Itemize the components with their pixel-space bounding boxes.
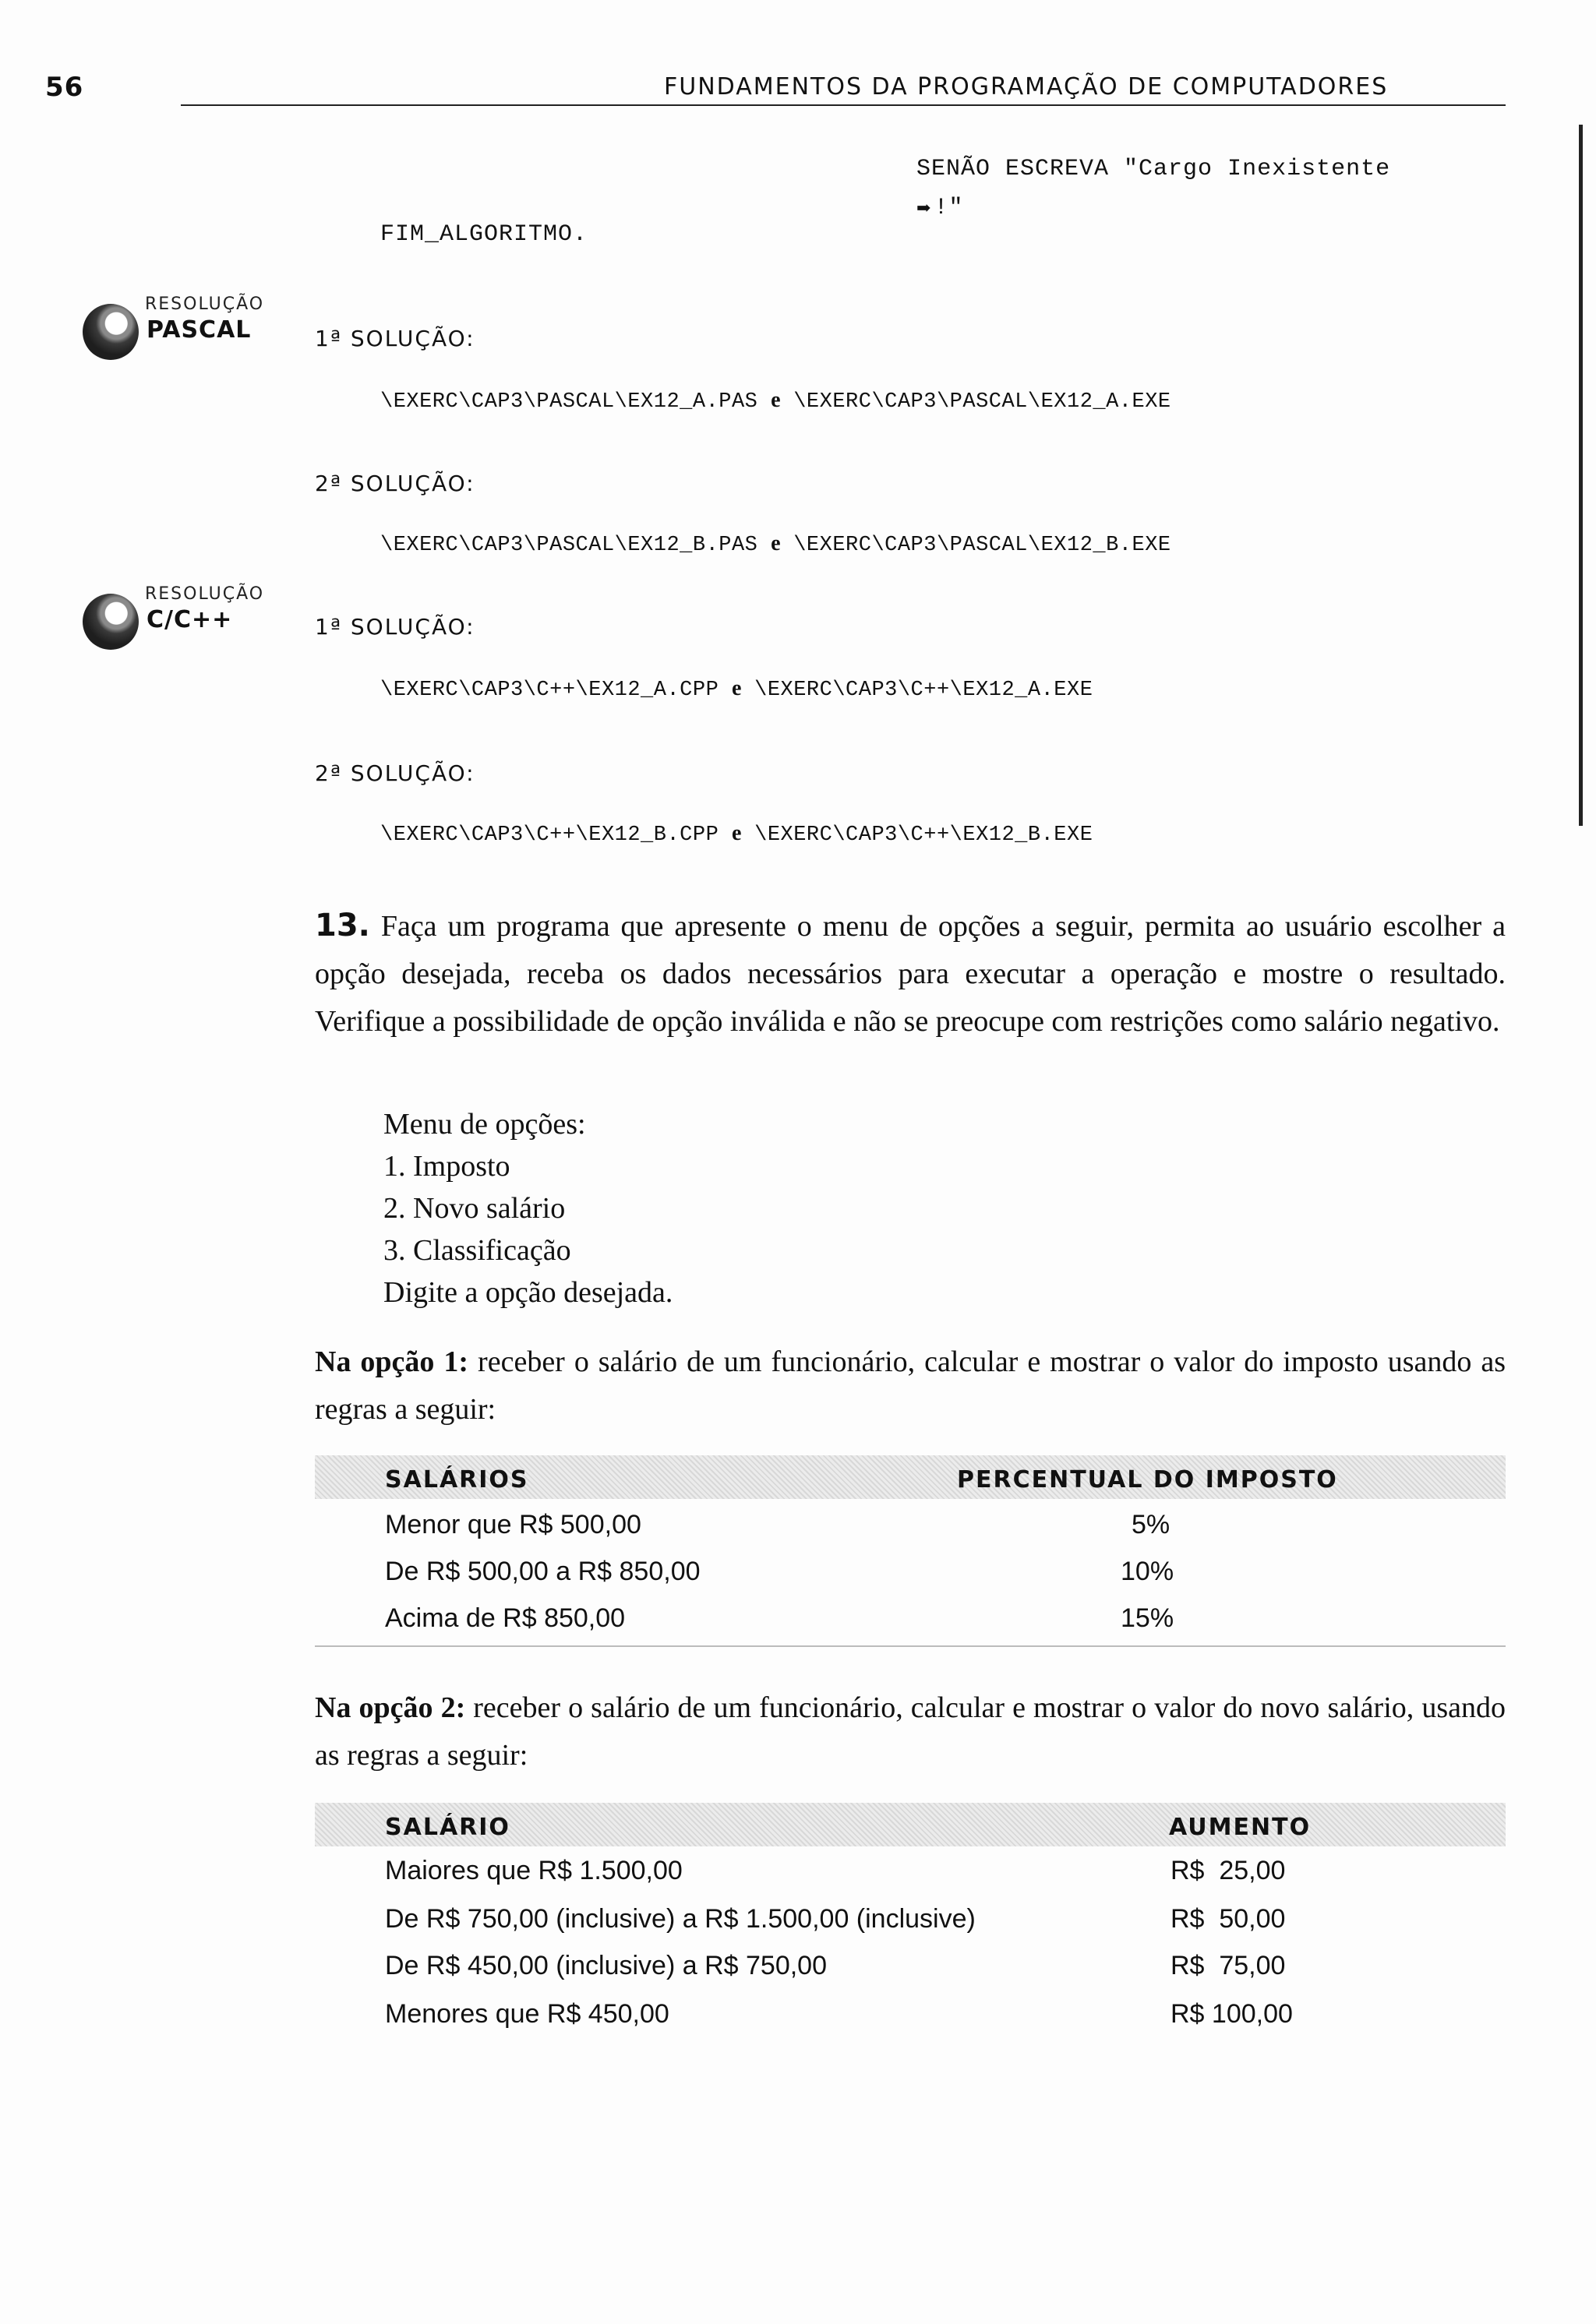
solution-label: 1ª SOLUÇÃO: [315, 326, 475, 351]
raise-amount-cell: R$ 100,00 [1171, 1999, 1293, 2029]
source-file: \EXERC\CAP3\C++\EX12_B.CPP [380, 823, 719, 847]
code-line: !" [934, 195, 964, 221]
executable-file: \EXERC\CAP3\PASCAL\EX12_A.EXE [793, 390, 1171, 414]
salary-range-cell: Maiores que R$ 1.500,00 [385, 1856, 683, 1885]
file-path-line [380, 531, 1171, 557]
menu-line: 2. Novo salário [383, 1192, 566, 1225]
table-header [315, 1803, 1506, 1846]
tax-rate-cell: 5% [1132, 1510, 1171, 1539]
option-text: receber o salário de um funcionário, calcular e mostrar o valor do imposto usando as regras a seguir: [315, 1345, 1506, 1426]
salary-range-cell: De R$ 450,00 (inclusive) a R$ 750,00 [385, 1951, 827, 1980]
options-menu [383, 1103, 673, 1314]
conjunction: e [731, 821, 742, 845]
solution-label: 2ª SOLUÇÃO: [315, 760, 475, 786]
executable-file: \EXERC\CAP3\PASCAL\EX12_B.EXE [793, 534, 1171, 557]
file-path-line [380, 821, 1093, 847]
raise-amount-cell: R$ 75,00 [1171, 1951, 1286, 1980]
code-continuation [916, 195, 963, 221]
table-header [315, 1455, 1506, 1499]
option-1-paragraph [315, 1338, 1506, 1434]
salary-range-cell: De R$ 500,00 a R$ 850,00 [385, 1557, 701, 1586]
solution-label: 1ª SOLUÇÃO: [315, 614, 475, 640]
source-file: \EXERC\CAP3\PASCAL\EX12_B.PAS [380, 534, 758, 557]
tax-table [315, 1455, 1506, 1650]
salary-range-cell: Menor que R$ 500,00 [385, 1510, 641, 1539]
badge-title: C/C++ [147, 606, 233, 633]
conjunction: e [771, 531, 781, 555]
cd-icon [83, 594, 139, 650]
exercise-text: Faça um programa que apresente o menu de opções a seguir, permita ao usuário escolher a opção desejada, receba os dados necessários para executar a operação e mostre o resultado. Verifique a possibilidade de opção inválida e não se preocupe com restrições como salário negativo. [315, 910, 1506, 1038]
menu-line: 3. Classificação [383, 1234, 571, 1267]
source-file: \EXERC\CAP3\C++\EX12_A.CPP [380, 679, 719, 702]
menu-line: 1. Imposto [383, 1150, 510, 1183]
table-bottom-rule [315, 1645, 1506, 1647]
file-path-line [380, 676, 1093, 702]
header-rule [181, 104, 1506, 106]
tax-rate-cell: 15% [1121, 1603, 1174, 1633]
source-file: \EXERC\CAP3\PASCAL\EX12_A.PAS [380, 390, 758, 414]
badge-caption: RESOLUÇÃO [145, 294, 265, 314]
solution-label: 2ª SOLUÇÃO: [315, 471, 475, 496]
option-label: Na opção 2: [315, 1691, 466, 1724]
tax-rate-cell: 10% [1121, 1557, 1174, 1586]
raise-amount-cell: R$ 50,00 [1171, 1904, 1286, 1934]
salary-range-cell: Menores que R$ 450,00 [385, 1999, 669, 2029]
column-header: SALÁRIO [385, 1814, 510, 1841]
salary-range-cell: De R$ 750,00 (inclusive) a R$ 1.500,00 (inclusive) [385, 1904, 976, 1934]
page-number: 56 [45, 72, 84, 103]
raise-table [315, 1803, 1506, 2060]
menu-line: Digite a opção desejada. [383, 1276, 673, 1309]
pascal-resolution-badge [65, 287, 268, 372]
code-line: SENÃO ESCREVA "Cargo Inexistente [916, 156, 1391, 182]
salary-range-cell: Acima de R$ 850,00 [385, 1603, 626, 1633]
option-2-paragraph [315, 1684, 1506, 1779]
file-path-line [380, 388, 1171, 414]
executable-file: \EXERC\CAP3\C++\EX12_A.EXE [754, 679, 1093, 702]
cd-icon [83, 304, 139, 360]
badge-title: PASCAL [147, 316, 252, 344]
exercise-statement [315, 902, 1506, 1046]
executable-file: \EXERC\CAP3\C++\EX12_B.EXE [754, 823, 1093, 847]
conjunction: e [771, 388, 781, 412]
raise-amount-cell: R$ 25,00 [1171, 1856, 1286, 1885]
exercise-number: 13. [315, 908, 370, 943]
badge-caption: RESOLUÇÃO [145, 584, 265, 604]
option-label: Na opção 1: [315, 1345, 469, 1378]
menu-line: Menu de opções: [383, 1108, 586, 1141]
running-title: FUNDAMENTOS DA PROGRAMAÇÃO DE COMPUTADORES [664, 73, 1389, 101]
column-header: SALÁRIOS [385, 1466, 529, 1493]
column-header: PERCENTUAL DO IMPOSTO [957, 1466, 1338, 1493]
conjunction: e [731, 676, 742, 700]
code-line: FIM_ALGORITMO. [380, 221, 588, 248]
option-text: receber o salário de um funcionário, calcular e mostrar o valor do novo salário, usando as regras a seguir: [315, 1691, 1506, 1772]
column-header: AUMENTO [1169, 1814, 1312, 1841]
continuation-arrow-icon: ➡ [916, 198, 931, 217]
margin-bar [1579, 125, 1583, 826]
cpp-resolution-badge [65, 577, 268, 662]
